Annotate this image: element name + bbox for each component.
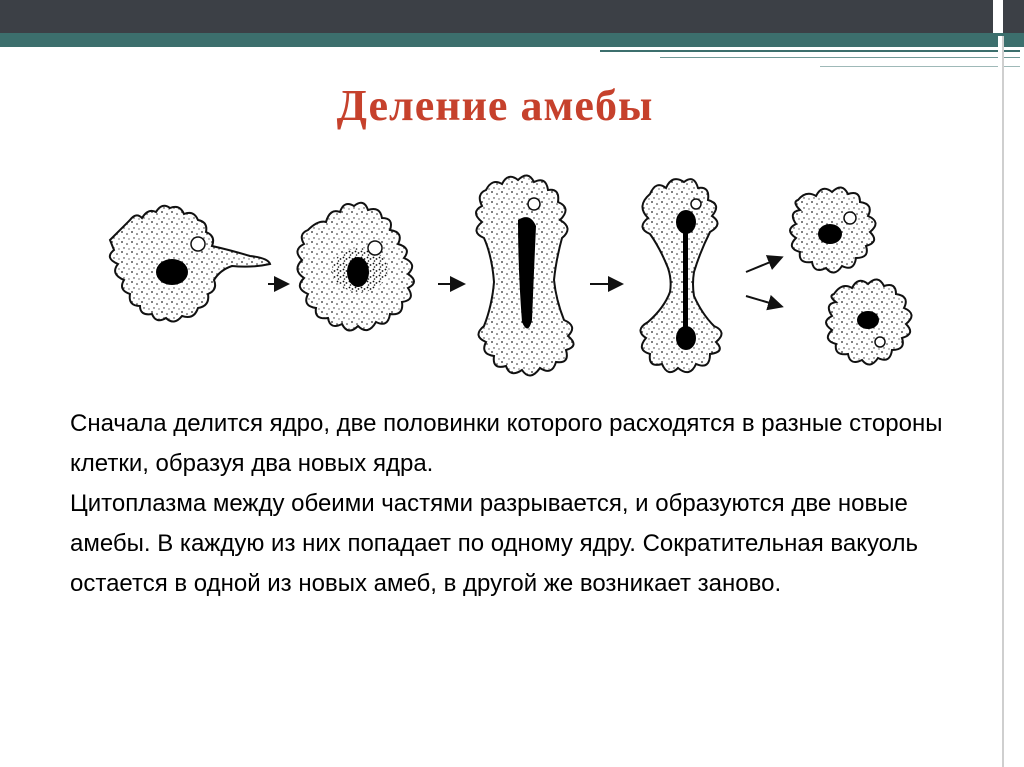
body-text [70,404,950,604]
amoeba-stage-2 [297,203,414,331]
slide-title: Деление амебы [336,81,654,130]
daughter-amoeba-lower [826,279,912,364]
amoeba-stage-4 [640,179,721,372]
daughter-amoeba-upper [790,187,876,272]
amoeba-stage-1 [110,206,270,322]
amoeba-division-illustration [90,160,950,400]
amoeba-stage-3 [476,175,574,375]
paragraph-nucleus-division: Сначала делится ядро, две половинки которого расходятся в разные стороны клетки, образуя два новых ядра. [70,410,943,477]
paragraph-cytoplasm-division: Цитоплазма между обеими частями разрывается, и образуются две новые амебы. В каждую из них попадает по одному ядру. Сократительная вакуоль остается в одной из новых амеб, в другой же возникает заново. [70,490,919,597]
